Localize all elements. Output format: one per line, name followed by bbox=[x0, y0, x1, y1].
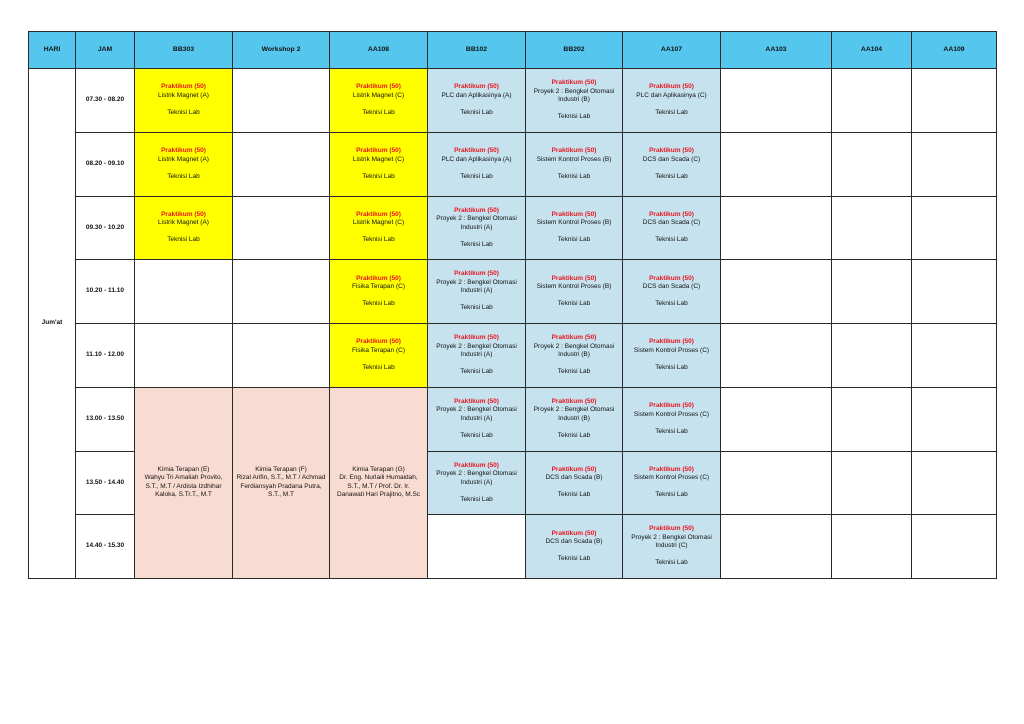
course-name: Proyek 2 : Bengkel Otomasi Industri (B) bbox=[533, 406, 615, 422]
session-type: Praktikum (50) bbox=[551, 147, 597, 155]
session-staff: Teknisi Lab bbox=[557, 491, 591, 499]
session-cell-bb202 bbox=[526, 515, 623, 579]
column-header-aa103: AA103 bbox=[721, 32, 832, 69]
empty-cell bbox=[832, 515, 912, 579]
session-type: Praktikum (50) bbox=[161, 83, 206, 91]
session-type: Praktikum (50) bbox=[356, 210, 401, 218]
course-name: DCS dan Scada (B) bbox=[545, 538, 603, 546]
course-name: Fisika Terapan (C) bbox=[352, 346, 405, 354]
session-type: Praktikum (50) bbox=[356, 338, 401, 346]
empty-cell bbox=[721, 387, 832, 451]
session-staff: Teknisi Lab bbox=[655, 236, 688, 244]
lecturer-names: Rizal Arifin, S.T., M.T / Achmad Ferdiansyah Pradana Putra, S.T., M.T bbox=[236, 474, 326, 499]
empty-cell bbox=[721, 196, 832, 260]
column-header-bb303: BB303 bbox=[135, 32, 233, 69]
column-header-aa107: AA107 bbox=[623, 32, 721, 69]
session-staff: Teknisi Lab bbox=[655, 363, 688, 371]
course-name: DCS dan Scada (C) bbox=[642, 283, 701, 291]
session-type: Praktikum (50) bbox=[356, 274, 401, 282]
column-header-bb102: BB102 bbox=[428, 32, 526, 69]
session-type: Praktikum (50) bbox=[551, 529, 597, 537]
session-cell-bb102 bbox=[428, 387, 526, 451]
session-type: Praktikum (50) bbox=[649, 83, 694, 91]
course-name: PLC dan Aplikasinya (C) bbox=[636, 91, 707, 99]
session-cell-aa108 bbox=[330, 69, 428, 133]
session-cell-bb102 bbox=[428, 324, 526, 388]
course-name: Listrik Magnet (A) bbox=[158, 155, 209, 163]
session-type: Praktikum (50) bbox=[551, 210, 597, 218]
day-cell: Jum'at bbox=[29, 69, 76, 579]
time-slot: 14.40 - 15.30 bbox=[76, 515, 135, 579]
session-staff: Teknisi Lab bbox=[362, 172, 395, 180]
empty-cell bbox=[233, 260, 330, 324]
session-type: Praktikum (50) bbox=[454, 83, 499, 91]
session-staff: Teknisi Lab bbox=[460, 431, 493, 439]
lecturer-names: Wahyu Tri Amaliah Provito, S.T., M.T / Ardista Izdhihar Kaloka, S.Tr.T., M.T bbox=[144, 474, 223, 499]
session-staff: Teknisi Lab bbox=[557, 368, 591, 376]
column-header-jam: JAM bbox=[76, 32, 135, 69]
session-staff: Teknisi Lab bbox=[167, 172, 200, 180]
time-row bbox=[29, 132, 997, 196]
session-staff: Teknisi Lab bbox=[460, 108, 493, 116]
session-cell-aa108 bbox=[330, 132, 428, 196]
course-name: DCS dan Scada (B) bbox=[545, 474, 603, 482]
session-staff: Teknisi Lab bbox=[557, 113, 591, 121]
course-name: Sistem Kontrol Proses (C) bbox=[633, 474, 710, 482]
session-staff: Teknisi Lab bbox=[655, 172, 688, 180]
course-name: Listrik Magnet (A) bbox=[158, 91, 209, 99]
time-slot: 10.20 - 11.10 bbox=[76, 260, 135, 324]
time-slot: 08.20 - 09.10 bbox=[76, 132, 135, 196]
session-type: Praktikum (50) bbox=[161, 147, 206, 155]
course-name: Kimia Terapan (F) bbox=[255, 465, 307, 473]
session-cell-bb303 bbox=[135, 69, 233, 133]
course-name: Proyek 2 : Bengkel Otomasi Industri (A) bbox=[436, 406, 517, 422]
session-cell-bb202 bbox=[526, 132, 623, 196]
course-name: DCS dan Scada (C) bbox=[642, 155, 701, 163]
session-staff: Teknisi Lab bbox=[460, 304, 493, 312]
empty-cell bbox=[721, 69, 832, 133]
session-cell-aa107 bbox=[623, 260, 721, 324]
session-cell-bb102 bbox=[428, 132, 526, 196]
session-staff: Teknisi Lab bbox=[460, 495, 493, 503]
empty-cell bbox=[912, 515, 997, 579]
session-staff: Teknisi Lab bbox=[362, 300, 395, 308]
course-name: Listrik Magnet (C) bbox=[352, 219, 405, 227]
session-staff: Teknisi Lab bbox=[557, 431, 591, 439]
session-staff: Teknisi Lab bbox=[655, 491, 688, 499]
session-cell-bb303 bbox=[135, 132, 233, 196]
session-staff: Teknisi Lab bbox=[557, 300, 591, 308]
session-staff: Teknisi Lab bbox=[460, 240, 493, 248]
empty-cell bbox=[721, 260, 832, 324]
time-row bbox=[29, 196, 997, 260]
session-type: Praktikum (50) bbox=[649, 338, 694, 346]
course-name: Kimia Terapan (E) bbox=[157, 465, 210, 473]
session-staff: Teknisi Lab bbox=[362, 236, 395, 244]
course-name: Proyek 2 : Bengkel Otomasi Industri (C) bbox=[631, 533, 712, 550]
course-name: Sistem Kontrol Proses (C) bbox=[633, 410, 710, 418]
session-cell-aa107 bbox=[623, 196, 721, 260]
session-cell-bb102 bbox=[428, 260, 526, 324]
session-staff: Teknisi Lab bbox=[655, 559, 688, 567]
session-type: Praktikum (50) bbox=[454, 147, 499, 155]
session-cell-bb102 bbox=[428, 451, 526, 515]
empty-cell bbox=[233, 69, 330, 133]
course-name: Proyek 2 : Bengkel Otomasi Industri (A) bbox=[436, 342, 517, 359]
session-type: Praktikum (50) bbox=[649, 402, 694, 410]
column-header-aa109: AA109 bbox=[912, 32, 997, 69]
session-staff: Teknisi Lab bbox=[460, 368, 493, 376]
empty-cell bbox=[912, 69, 997, 133]
session-cell-bb102 bbox=[428, 69, 526, 133]
session-cell-aa107 bbox=[623, 324, 721, 388]
session-cell-bb202 bbox=[526, 451, 623, 515]
column-header-aa108: AA108 bbox=[330, 32, 428, 69]
empty-cell bbox=[832, 451, 912, 515]
session-staff: Teknisi Lab bbox=[167, 108, 200, 116]
course-name: Listrik Magnet (C) bbox=[352, 91, 405, 99]
empty-cell bbox=[832, 324, 912, 388]
session-cell-bb102 bbox=[428, 196, 526, 260]
course-name: PLC dan Aplikasinya (A) bbox=[441, 155, 512, 163]
session-cell-bb202 bbox=[526, 387, 623, 451]
empty-cell bbox=[832, 69, 912, 133]
course-name: Proyek 2 : Bengkel Otomasi Industri (A) bbox=[436, 470, 517, 486]
session-staff: Teknisi Lab bbox=[655, 108, 688, 116]
session-type: Praktikum (50) bbox=[454, 206, 499, 214]
course-name: Proyek 2 : Bengkel Otomasi Industri (A) bbox=[436, 215, 517, 231]
session-cell-bb202 bbox=[526, 69, 623, 133]
session-type: Praktikum (50) bbox=[551, 274, 597, 282]
column-header-hari: HARI bbox=[29, 32, 76, 69]
course-name: Proyek 2 : Bengkel Otomasi Industri (A) bbox=[436, 278, 517, 295]
session-cell-aa107 bbox=[623, 387, 721, 451]
course-name: DCS dan Scada (C) bbox=[642, 219, 701, 227]
empty-cell bbox=[135, 260, 233, 324]
session-staff: Teknisi Lab bbox=[362, 363, 395, 371]
session-cell-aa107 bbox=[623, 451, 721, 515]
time-slot: 09.30 - 10.20 bbox=[76, 196, 135, 260]
lecture-cell-aa108 bbox=[330, 387, 428, 578]
course-name: Listrik Magnet (C) bbox=[352, 155, 405, 163]
empty-cell bbox=[832, 260, 912, 324]
empty-cell bbox=[912, 196, 997, 260]
empty-cell bbox=[233, 132, 330, 196]
session-staff: Teknisi Lab bbox=[655, 300, 688, 308]
session-type: Praktikum (50) bbox=[551, 79, 597, 87]
session-cell-aa107 bbox=[623, 515, 721, 579]
course-name: Proyek 2 : Bengkel Otomasi Industri (B) bbox=[533, 342, 615, 359]
session-staff: Teknisi Lab bbox=[557, 236, 591, 244]
session-staff: Teknisi Lab bbox=[557, 172, 591, 180]
course-name: Fisika Terapan (C) bbox=[352, 283, 405, 291]
empty-cell bbox=[912, 387, 997, 451]
course-name: Sistem Kontrol Proses (B) bbox=[536, 219, 612, 227]
session-type: Praktikum (50) bbox=[551, 334, 597, 342]
session-type: Praktikum (50) bbox=[356, 83, 401, 91]
course-name: Kimia Terapan (G) bbox=[352, 465, 405, 473]
session-type: Praktikum (50) bbox=[649, 147, 694, 155]
empty-cell bbox=[721, 132, 832, 196]
session-cell-bb303 bbox=[135, 196, 233, 260]
empty-cell bbox=[832, 196, 912, 260]
course-name: PLC dan Aplikasinya (A) bbox=[441, 91, 512, 99]
header-row bbox=[29, 32, 997, 69]
empty-cell bbox=[832, 387, 912, 451]
time-row bbox=[29, 387, 997, 451]
lecture-cell-workshop2 bbox=[233, 387, 330, 578]
session-type: Praktikum (50) bbox=[454, 270, 499, 278]
time-slot: 13.50 - 14.40 bbox=[76, 451, 135, 515]
session-type: Praktikum (50) bbox=[649, 525, 694, 533]
session-staff: Teknisi Lab bbox=[362, 108, 395, 116]
empty-cell bbox=[912, 260, 997, 324]
time-slot: 07.30 - 08.20 bbox=[76, 69, 135, 133]
course-name: Listrik Magnet (A) bbox=[158, 219, 209, 227]
session-type: Praktikum (50) bbox=[454, 461, 499, 469]
schedule-table bbox=[28, 31, 997, 579]
empty-cell bbox=[721, 451, 832, 515]
column-header-bb202: BB202 bbox=[526, 32, 623, 69]
session-type: Praktikum (50) bbox=[649, 274, 694, 282]
session-staff: Teknisi Lab bbox=[167, 236, 200, 244]
course-name: Sistem Kontrol Proses (B) bbox=[536, 155, 612, 163]
empty-cell bbox=[233, 324, 330, 388]
empty-cell bbox=[832, 132, 912, 196]
session-cell-aa108 bbox=[330, 260, 428, 324]
session-cell-bb202 bbox=[526, 260, 623, 324]
time-slot: 13.00 - 13.50 bbox=[76, 387, 135, 451]
time-row bbox=[29, 260, 997, 324]
session-cell-bb202 bbox=[526, 196, 623, 260]
course-name: Sistem Kontrol Proses (C) bbox=[633, 346, 710, 354]
session-type: Praktikum (50) bbox=[454, 397, 499, 405]
lecture-cell-bb303 bbox=[135, 387, 233, 578]
empty-cell bbox=[912, 324, 997, 388]
empty-cell bbox=[428, 515, 526, 579]
session-cell-aa108 bbox=[330, 196, 428, 260]
course-name: Sistem Kontrol Proses (B) bbox=[536, 283, 612, 291]
session-type: Praktikum (50) bbox=[649, 210, 694, 218]
empty-cell bbox=[233, 196, 330, 260]
empty-cell bbox=[721, 324, 832, 388]
time-row bbox=[29, 324, 997, 388]
column-header-aa104: AA104 bbox=[832, 32, 912, 69]
column-header-workshop2: Workshop 2 bbox=[233, 32, 330, 69]
session-type: Praktikum (50) bbox=[551, 397, 597, 405]
session-staff: Teknisi Lab bbox=[460, 172, 493, 180]
session-type: Praktikum (50) bbox=[551, 465, 597, 473]
empty-cell bbox=[135, 324, 233, 388]
time-slot: 11.10 - 12.00 bbox=[76, 324, 135, 388]
session-cell-aa108 bbox=[330, 324, 428, 388]
session-type: Praktikum (50) bbox=[649, 465, 694, 473]
empty-cell bbox=[912, 132, 997, 196]
session-type: Praktikum (50) bbox=[161, 210, 206, 218]
session-staff: Teknisi Lab bbox=[557, 555, 591, 563]
session-cell-aa107 bbox=[623, 69, 721, 133]
session-staff: Teknisi Lab bbox=[655, 427, 688, 435]
course-name: Proyek 2 : Bengkel Otomasi Industri (B) bbox=[533, 87, 615, 104]
session-cell-bb202 bbox=[526, 324, 623, 388]
session-cell-aa107 bbox=[623, 132, 721, 196]
session-type: Praktikum (50) bbox=[356, 147, 401, 155]
time-row bbox=[29, 69, 997, 133]
session-type: Praktikum (50) bbox=[454, 334, 499, 342]
empty-cell bbox=[721, 515, 832, 579]
lecturer-names: Dr. Eng. Nurlaili Humaidah, S.T., M.T / Prof. Dr. Ir. Danawati Hari Prajitno, M.Sc bbox=[336, 474, 421, 499]
empty-cell bbox=[912, 451, 997, 515]
